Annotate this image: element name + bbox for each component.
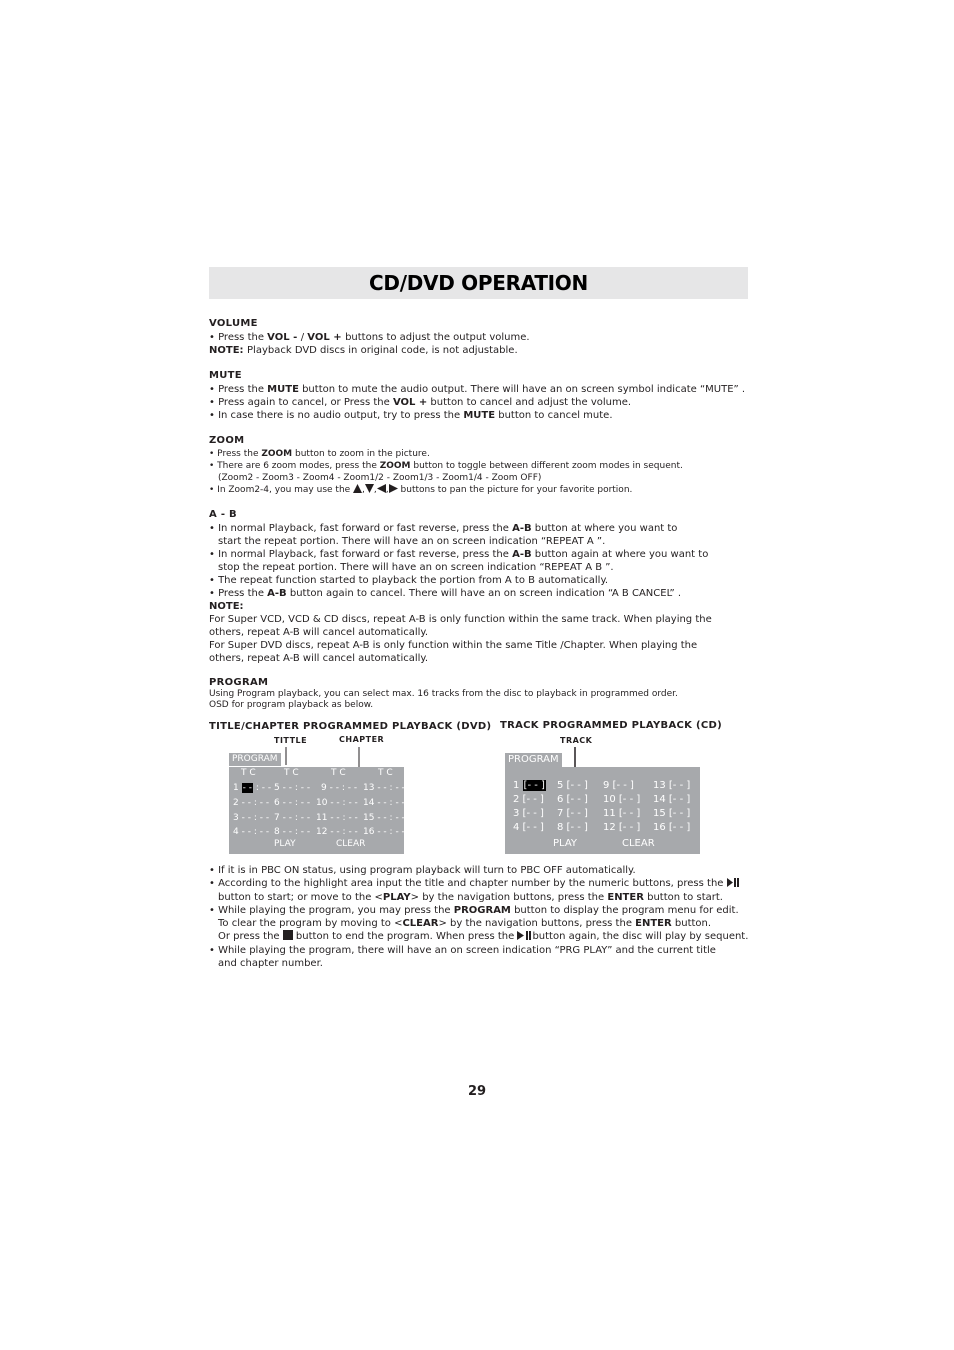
zoom-section bbox=[209, 434, 683, 497]
zoom-heading: ZOOM bbox=[209, 435, 245, 446]
zoom-line-4: • In Zoom2-4, you may use the , , , buttons to pan the picture for your favorite portion. bbox=[209, 485, 633, 495]
track-label: TRACK bbox=[560, 736, 593, 745]
program-bullet-1: • If it is in PBC ON status, using program playback will turn to PBC OFF automatically. bbox=[209, 865, 636, 876]
arrow-left-icon bbox=[377, 484, 386, 497]
program-bullet-3c: Or press the button to end the program. When press the button again, the disc will play by sequent. bbox=[218, 931, 749, 942]
play-pause-icon bbox=[727, 878, 739, 891]
program-bullet-3b: To clear the program by moving to <CLEAR> by the navigation buttons, press the ENTER button. bbox=[218, 918, 712, 929]
program-bullet-4b: and chapter number. bbox=[218, 958, 323, 969]
dvd-slot-14[interactable]: 14 - - : - - bbox=[363, 798, 405, 808]
cd-slot-10[interactable]: 10 [- - ] bbox=[603, 794, 641, 805]
zoom-line-2: • There are 6 zoom modes, press the ZOOM button to toggle between different zoom modes in sequent. bbox=[209, 461, 683, 471]
volume-heading: VOLUME bbox=[209, 318, 258, 329]
dvd-osd-panel bbox=[229, 767, 404, 854]
cd-slot-8[interactable]: 8 [- - ] bbox=[557, 822, 588, 833]
ab-note-label: NOTE: bbox=[209, 601, 244, 612]
cd-slot-11[interactable]: 11 [- - ] bbox=[603, 808, 641, 819]
mute-line-3: • In case there is no audio output, try to press the MUTE button to cancel mute. bbox=[209, 410, 613, 421]
cd-program-heading: TRACK PROGRAMMED PLAYBACK (CD) bbox=[500, 720, 722, 731]
program-bullet-3: • While playing the program, you may press the PROGRAM button to display the program menu for edit. bbox=[209, 905, 739, 916]
ab-line-2b: stop the repeat portion. There will have an on screen indication “REPEAT A B ”. bbox=[218, 562, 614, 573]
cd-slot-1[interactable]: 1 [- - ] bbox=[513, 780, 545, 791]
dvd-slot-10[interactable]: 10 - - : - - bbox=[316, 798, 358, 808]
page-number: 29 bbox=[467, 1084, 487, 1099]
dvd-slot-3[interactable]: 3 - - : - - bbox=[233, 813, 270, 823]
cd-slot-13[interactable]: 13 [- - ] bbox=[653, 780, 691, 791]
tittle-label: TITTLE bbox=[274, 736, 308, 745]
program-bullet-2: • According to the highlight area input the title and chapter number by the numeric buttons, press the bbox=[209, 877, 748, 891]
program-desc-1: Using Program playback, you can select max. 16 tracks from the disc to playback in programmed order. bbox=[209, 689, 678, 699]
ab-line-1: • In normal Playback, fast forward or fast reverse, press the A-B button at where you want to bbox=[209, 523, 678, 534]
arrow-right-icon bbox=[389, 484, 398, 497]
program-desc-2: OSD for program playback as below. bbox=[209, 700, 374, 710]
program-bullet-4: • While playing the program, there will have an on screen indication “PRG PLAY” and the current title bbox=[209, 945, 716, 956]
dvd-slot-15[interactable]: 15 - - : - - bbox=[363, 813, 405, 823]
cd-slot-15[interactable]: 15 [- - ] bbox=[653, 808, 691, 819]
page-title-bar bbox=[209, 267, 748, 299]
mute-line-1: • Press the MUTE button to mute the audio output. There will have an on screen symbol indicate “MUTE” . bbox=[209, 384, 746, 395]
zoom-line-3: (Zoom2 - Zoom3 - Zoom4 - Zoom1/2 - Zoom1/3 - Zoom1/4 - Zoom OFF) bbox=[218, 473, 542, 483]
ab-line-3: • The repeat function started to playback the portion from A to B automatically. bbox=[209, 575, 609, 586]
volume-note: NOTE: Playback DVD discs in original code, is not adjustable. bbox=[209, 345, 518, 356]
volume-section bbox=[209, 317, 530, 357]
program-section bbox=[209, 676, 678, 711]
ab-note-1: For Super VCD, VCD & CD discs, repeat A-B is only function within the same track. When playing the bbox=[209, 614, 712, 625]
dvd-play-button[interactable]: PLAY bbox=[274, 839, 296, 849]
cd-slot-12[interactable]: 12 [- - ] bbox=[603, 822, 641, 833]
dvd-slot-2[interactable]: 2 - - : - - bbox=[233, 798, 270, 808]
dvd-slot-11[interactable]: 11 - - : - - bbox=[316, 813, 358, 823]
ab-note-2: others, repeat A-B will cancel automatically. bbox=[209, 627, 429, 638]
program-bullet-2b: button to start; or move to the <PLAY> by the navigation buttons, press the ENTER button to start. bbox=[218, 892, 723, 903]
program-bullets bbox=[209, 864, 748, 970]
cd-slot-6[interactable]: 6 [- - ] bbox=[557, 794, 588, 805]
cd-clear-button[interactable]: CLEAR bbox=[622, 838, 655, 849]
dvd-slot-6[interactable]: 6 - - : - - bbox=[274, 798, 311, 808]
cd-osd-tab: PROGRAM bbox=[505, 753, 562, 767]
cd-slot-14[interactable]: 14 [- - ] bbox=[653, 794, 691, 805]
zoom-line-1: • Press the ZOOM button to zoom in the picture. bbox=[209, 449, 430, 459]
ab-line-4: • Press the A-B button again to cancel. There will have an on screen indication “A B CANCEL” . bbox=[209, 588, 682, 599]
program-heading: PROGRAM bbox=[209, 677, 269, 688]
ab-note-4: others, repeat A-B will cancel automatically. bbox=[209, 653, 429, 664]
cd-slot-9[interactable]: 9 [- - ] bbox=[603, 780, 634, 791]
cd-osd-panel bbox=[505, 767, 700, 854]
cd-slot-5[interactable]: 5 [- - ] bbox=[557, 780, 588, 791]
cd-play-button[interactable]: PLAY bbox=[553, 838, 578, 849]
cd-slot-3[interactable]: 3 [- - ] bbox=[513, 808, 544, 819]
cd-slot-7[interactable]: 7 [- - ] bbox=[557, 808, 588, 819]
ab-line-1b: start the repeat portion. There will have an on screen indication “REPEAT A ”. bbox=[218, 536, 606, 547]
play-pause-icon bbox=[517, 931, 532, 944]
dvd-slot-5[interactable]: 5 - - : - - bbox=[274, 783, 311, 793]
dvd-osd-tc-2: T C bbox=[284, 768, 299, 778]
dvd-osd-tab: PROGRAM bbox=[229, 753, 281, 766]
dvd-slot-12[interactable]: 12 - - : - - bbox=[316, 827, 358, 837]
cd-slot-2[interactable]: 2 [- - ] bbox=[513, 794, 544, 805]
page-title: CD/DVD OPERATION bbox=[369, 271, 588, 295]
dvd-slot-8[interactable]: 8 - - : - - bbox=[274, 827, 311, 837]
dvd-osd-tc-4: T C bbox=[378, 768, 393, 778]
mute-heading: MUTE bbox=[209, 370, 242, 381]
ab-note-3: For Super DVD discs, repeat A-B is only function within the same Title /Chapter. When playing the bbox=[209, 640, 698, 651]
dvd-slot-13[interactable]: 13 - - : - - bbox=[363, 783, 405, 793]
dvd-clear-button[interactable]: CLEAR bbox=[336, 839, 366, 849]
dvd-slot-1[interactable]: 1 - - : - - bbox=[233, 783, 272, 793]
ab-line-2: • In normal Playback, fast forward or fast reverse, press the A-B button again at where you want to bbox=[209, 549, 709, 560]
dvd-slot-9[interactable]: 9 - - : - - bbox=[321, 783, 358, 793]
arrow-down-icon bbox=[365, 484, 374, 497]
stop-icon bbox=[283, 930, 293, 944]
cd-slot-4[interactable]: 4 [- - ] bbox=[513, 822, 544, 833]
mute-section bbox=[209, 369, 745, 422]
chapter-label: CHAPTER bbox=[339, 735, 385, 744]
dvd-slot-16[interactable]: 16 - - : - - bbox=[363, 827, 405, 837]
volume-line-1: • Press the VOL - / VOL + buttons to adjust the output volume. bbox=[209, 332, 530, 343]
ab-section bbox=[209, 508, 712, 665]
dvd-osd-tc-3: T C bbox=[331, 768, 346, 778]
dvd-program-heading: TITLE/CHAPTER PROGRAMMED PLAYBACK (DVD) bbox=[209, 721, 492, 732]
dvd-slot-7[interactable]: 7 - - : - - bbox=[274, 813, 311, 823]
arrow-up-icon bbox=[353, 484, 362, 497]
ab-heading: A - B bbox=[209, 509, 237, 520]
dvd-slot-4[interactable]: 4 - - : - - bbox=[233, 827, 270, 837]
dvd-osd-tc-1: T C bbox=[241, 768, 256, 778]
cd-slot-16[interactable]: 16 [- - ] bbox=[653, 822, 691, 833]
mute-line-2: • Press again to cancel, or Press the VOL + button to cancel and adjust the volume. bbox=[209, 397, 632, 408]
